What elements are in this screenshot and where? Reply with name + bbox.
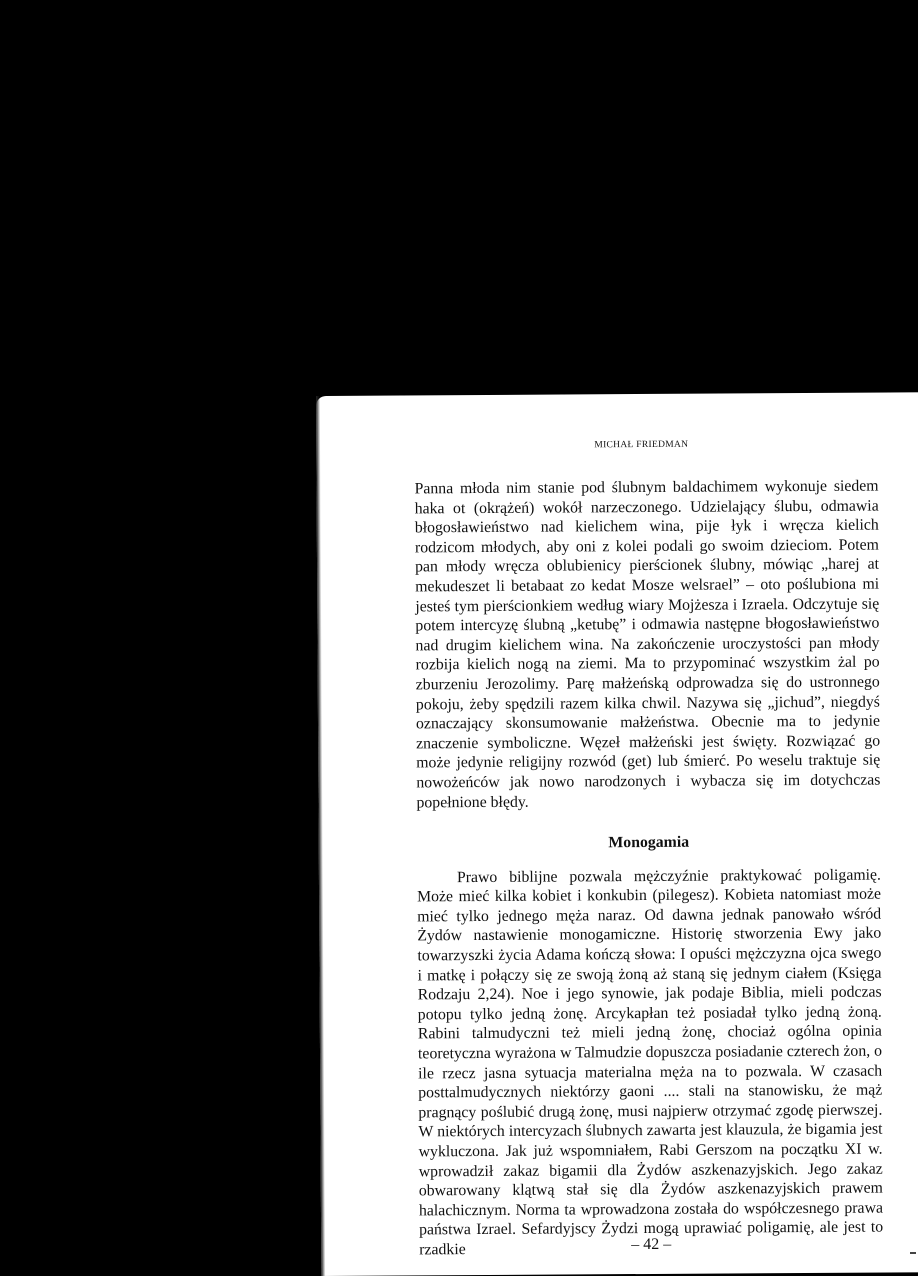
scan-speck: [910, 1252, 916, 1254]
paragraph-wedding: Panna młoda nim stanie pod ślubnym baldachimem wykonuje siedem haka ot (okrążeń) wokół narzeczonego. Udzielający ślubu, odmawia błogosławieństwo nad kielichem wina, pije łyk i wręcza kielich rodzicom młodych, aby oni z kolei podali go swoim dzieciom. Potem pan młody wręcza oblubienicy pierścionek ślubny, mówiąc „harej at mekudeszet li betabaat zo kedat Mosze welsrael” – oto poślubiona mi jesteś tym pierścionkiem według wiary Mojżesza i Izraela. Odczytuje się potem intercyzę ślubną „ketubę” i odmawia następne błogosławieństwo nad drugim kielichem wina. Na zakończenie uroczystości pan młody rozbija kielich nogą na ziemi. Ma to przypominać wszystkim żal po zburzeniu Jerozolimy. Parę małżeńską odprowadza się do ustronnego pokoju, żeby spędzili razem kilka chwil. Nazywa się „jichud”, niegdyś oznaczający skonsumowanie małżeństwa. Obecnie ma to jedynie znaczenie symboliczne. Węzeł małżeński jest święty. Rozwiązać go może jedynie religijny rozwód (get) lub śmierć. Po weselu traktuje się nowożeńców jak nowo narodzonych i wybacza się im dotychczas popełnione błędy.: [414, 477, 881, 811]
scanned-page: [316, 392, 918, 1276]
page-number: – 42 –: [631, 1235, 672, 1254]
text-column: [415, 477, 884, 1260]
page-shadow-edge: [316, 396, 325, 1276]
running-head: MICHAŁ FRIEDMAN: [594, 439, 689, 451]
section-title: Monogamia: [608, 833, 690, 852]
paragraph-monogamy: Prawo biblijne pozwala mężczyźnie praktykować poligamię. Może mieć kilka kobiet i konkubin (pilegesz). Kobieta natomiast może mieć tylko jednego męża naraz. Od dawna jednak panowało wśród Żydów nastawienie monogamiczne. Historię stworzenia Ewy jako towarzyszki życia Adama kończą słowa: I opuści mężczyzna ojca swego i matkę i połączy się ze swoją żoną aż staną się jednym ciałem (Księga Rodzaju 2,24). Noe i jego synowie, jak podaje Biblia, mieli podczas potopu tylko jedną żonę. Arcykapłan też posiadał tylko jedną żoną. Rabini talmudyczni też mieli jedną żonę, chociaż ogólna opinia teoretyczna wyrażona w Talmudzie dopuszcza posiadanie czterech żon, o ile rzecz jasna sytuacja materialna męża na to pozwala. W czasach posttalmudycznych niektórzy gaoni .... stali na stanowisku, że mąż pragnący poślubić drugą żonę, musi najpierw otrzymać zgodę pierwszej. W niektórych intercyzach ślubnych zawarta jest klauzula, że bigamia jest wykluczona. Jak już wspomniałem, Rabi Gerszom na początku XI w. wprowadził zakaz bigamii dla Żydów aszkenazyjskich. Jego zakaz obwarowany klątwą stał się dla Żydów aszkenazyjskich prawem halachicznym. Norma ta wprowadzona została do współczesnego prawa państwa Izrael. Sefardyjscy Żydzi mogą uprawiać poligamię, ale jest to rzadkie: [417, 866, 884, 1259]
